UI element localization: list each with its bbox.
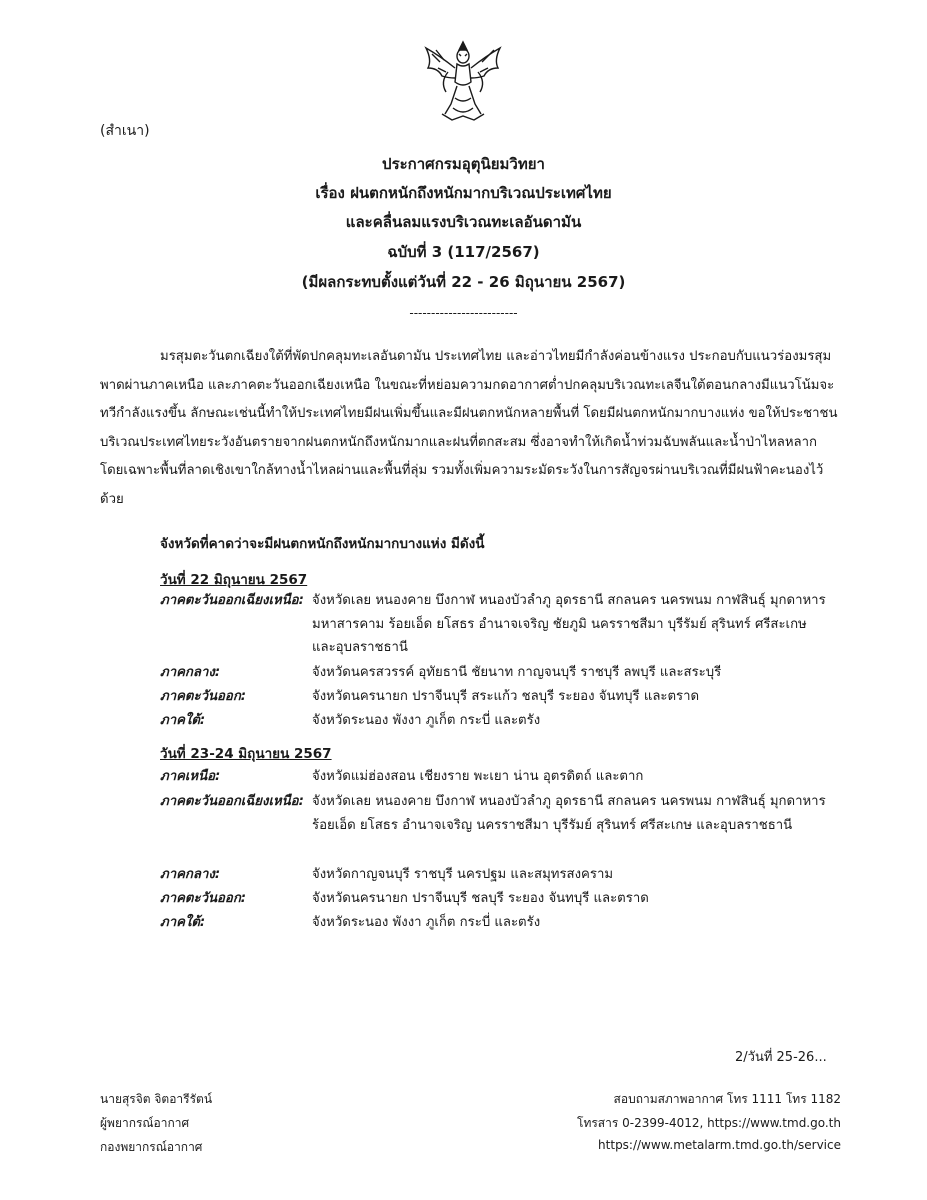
announcement-subject: เรื่อง ฝนตกหนักถึงหนักมากบริเวณประเทศไทย [315, 184, 612, 202]
contact-fax-website[interactable]: โทรสาร 0-2399-4012, https://www.tmd.go.th [577, 1116, 841, 1130]
title-separator: ------------------------- [409, 306, 518, 320]
region-provinces: จังหวัดแม่ฮ่องสอน เชียงราย พะเยา น่าน อุตรดิตถ์ และตาก [312, 769, 644, 784]
date-heading-day2: วันที่ 23-24 มิถุนายน 2567 [160, 746, 332, 762]
region-provinces: จังหวัดกาญจนบุรี ราชบุรี นครปฐม และสมุทรสงคราม [312, 867, 614, 882]
region-label: ภาคกลาง: [160, 665, 221, 680]
region-provinces: จังหวัดนครนายก ปราจีนบุรี ชลบุรี ระยอง จันทบุรี และตราด [312, 891, 649, 906]
contact-service-link[interactable]: https://www.metalarm.tmd.go.th/service [598, 1138, 841, 1152]
issue-number: ฉบับที่ 3 (117/2567) [387, 243, 540, 261]
signer-division: กองพยากรณ์อากาศ [100, 1140, 203, 1154]
garuda-emblem-icon [418, 38, 508, 124]
region-label: ภาคตะวันออก: [160, 689, 247, 704]
region-label: ภาคกลาง: [160, 867, 221, 882]
region-label: ภาคเหนือ: [160, 769, 221, 784]
announcement-title: ประกาศกรมอุตุนิยมวิทยา [382, 155, 545, 173]
effective-dates: (มีผลกระทบตั้งแต่วันที่ 22 - 26 มิถุนายน 2567) [301, 273, 626, 291]
copy-label: (สำเนา) [100, 123, 150, 139]
region-provinces: จังหวัดระนอง พังงา ภูเก็ต กระบี่ และตรัง [312, 713, 541, 728]
announcement-subject-line2: และคลื่นลมแรงบริเวณทะเลอันดามัน [345, 213, 582, 231]
region-provinces: จังหวัดเลย หนองคาย บึงกาฬ หนองบัวลำภู อุดรธานี สกลนคร นครพนม กาฬสินธุ์ มุกดาหาร ร้อยเอ็ด ยโสธร อำนาจเจริญ นครราชสีมา บุรีรัมย์ สุรินทร์ ศรีสะเกษ และอุบลราชธานี [312, 794, 826, 833]
region-provinces: จังหวัดระนอง พังงา ภูเก็ต กระบี่ และตรัง [312, 915, 541, 930]
region-label: ภาคตะวันออก: [160, 891, 247, 906]
provinces-heading: จังหวัดที่คาดว่าจะมีฝนตกหนักถึงหนักมากบางแห่ง มีดังนี้ [160, 536, 485, 552]
region-label: ภาคตะวันออกเฉียงเหนือ: [160, 593, 304, 608]
date-heading-day1: วันที่ 22 มิถุนายน 2567 [160, 572, 308, 588]
signer-name: นายสุรจิต จิตอารีรัตน์ [100, 1092, 213, 1106]
body-paragraph: มรสุมตะวันตกเฉียงใต้ที่พัดปกคลุมทะเลอันดามัน ประเทศไทย และอ่าวไทยมีกำลังค่อนข้างแรง ประกอบกับแนวร่องมรสุมพาดผ่านภาคเหนือ และภาคตะวันออกเฉียงเหนือ ในขณะที่หย่อมความกดอากาศต่ำปกคลุมบริเวณทะเลจีนใต้ตอนกลางมีแนวโน้มจะทวีกำลังแรงขึ้น ลักษณะเช่นนี้ทำให้ประเทศไทยมีฝนเพิ่มขึ้นและมีฝนตกหนักหลายพื้นที่ โดยมีฝนตกหนักมากบางแห่ง ขอให้ประชาชนบริเวณประเทศไทยระวังอันตรายจากฝนตกหนักถึงหนักมากและฝนที่ตกสะสม ซึ่งอาจทำให้เกิดน้ำท่วมฉับพลันและน้ำป่าไหลหลาก โดยเฉพาะพื้นที่ลาดเชิงเขาใกล้ทางน้ำไหลผ่านและพื้นที่ลุ่ม รวมทั้งเพิ่มความระมัดระวังในการสัญจรผ่านบริเวณที่มีฝนฟ้าคะนองไว้ด้วย [100, 349, 838, 507]
region-provinces: จังหวัดนครนายก ปราจีนบุรี สระแก้ว ชลบุรี ระยอง จันทบุรี และตราด [312, 689, 700, 704]
continuation-ref: 2/วันที่ 25-26... [735, 1050, 827, 1065]
region-provinces: จังหวัดนครสวรรค์ อุทัยธานี ชัยนาท กาญจนบุรี ราชบุรี ลพบุรี และสระบุรี [312, 665, 722, 680]
contact-phone: สอบถามสภาพอากาศ โทร 1111 โทร 1182 [613, 1092, 841, 1106]
signer-title: ผู้พยากรณ์อากาศ [100, 1116, 190, 1130]
region-label: ภาคใต้: [160, 915, 206, 930]
region-label: ภาคตะวันออกเฉียงเหนือ: [160, 794, 304, 809]
region-provinces: จังหวัดเลย หนองคาย บึงกาฬ หนองบัวลำภู อุดรธานี สกลนคร นครพนม กาฬสินธุ์ มุกดาหาร มหาสารคาม ร้อยเอ็ด ยโสธร อำนาจเจริญ ชัยภูมิ นครราชสีมา บุรีรัมย์ สุรินทร์ ศรีสะเกษ และอุบลราชธานี [312, 593, 826, 655]
region-label: ภาคใต้: [160, 713, 206, 728]
